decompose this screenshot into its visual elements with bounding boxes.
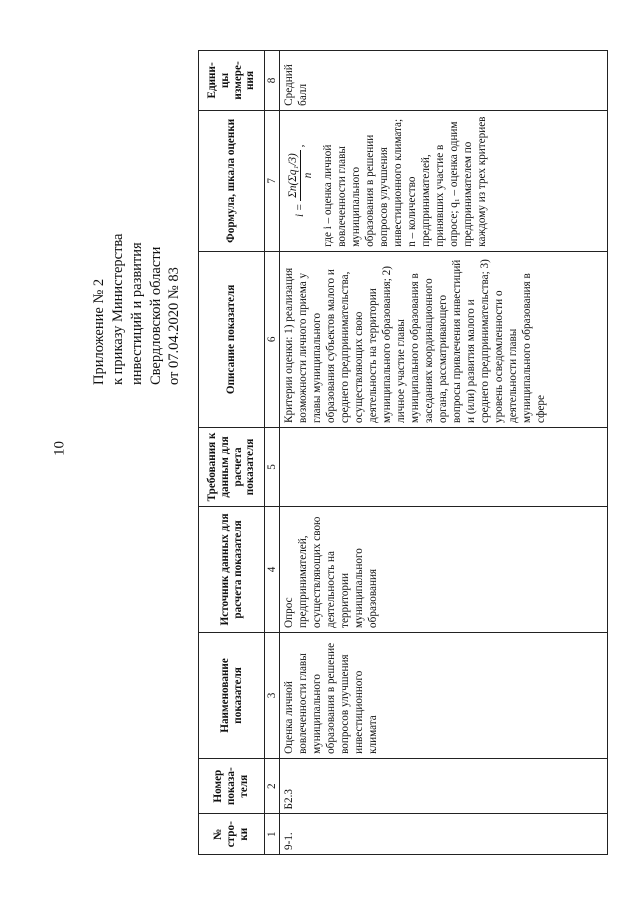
- cell-line-no: 9-1.: [280, 814, 608, 855]
- column-number: 8: [265, 51, 280, 111]
- approval-line: Свердловской области: [147, 246, 164, 385]
- column-number: 1: [265, 814, 280, 855]
- header-data-requirements: Требования к данным для расчета показателя: [199, 427, 265, 506]
- indicator-table-wrapper: [198, 50, 608, 855]
- cell-indicator-no: Б2.3: [280, 758, 608, 814]
- formula-explanation: где i – оценка личной вовлеченности главы муниципального образования в решении вопросов улучшения инвестиционного климата; n – количество предпринимателей, принявших участие в опросе; q₁ – оценка одним предпринимателем по каждому из трех критериев: [322, 116, 488, 247]
- formula-numerator: Σn(Σq₁/3): [286, 150, 301, 201]
- cell-formula: [280, 110, 608, 251]
- cell-data-requirements: [280, 427, 608, 506]
- approval-line: к приказу Министерства: [109, 233, 126, 385]
- page-number: 10: [51, 441, 68, 456]
- formula-denominator: n: [302, 172, 314, 179]
- column-number: 7: [265, 110, 280, 251]
- header-formula: Формула, шкала оценки: [199, 110, 265, 251]
- cell-units: Средний балл: [280, 51, 608, 111]
- column-number: 5: [265, 427, 280, 506]
- column-number: 4: [265, 506, 280, 632]
- header-line-no: № стро-ки: [199, 814, 265, 855]
- header-data-source: Источник данных для расчета показателя: [199, 506, 265, 632]
- column-number: 6: [265, 251, 280, 427]
- formula: [286, 115, 315, 247]
- formula-tail: ,: [294, 144, 307, 148]
- column-number: 2: [265, 758, 280, 814]
- cell-description: Критерии оценки: 1) реализация возможности личного приема у главы муниципального образования субъектов малого и среднего предпринимательства, осуществляющих свою деятельность на территории муниципального образования; 2) личное участие главы муниципального образования в заседаниях координационного органа, рассматривающего вопросы привлечения инвестиций и (или) развития малого и среднего предпринимательства; 3) уровень осведомленности о деятельности главы муниципального образования в сфере: [280, 251, 608, 427]
- approval-header: [90, 85, 183, 385]
- header-description: Описание показателя: [199, 251, 265, 427]
- column-number: 3: [265, 632, 280, 758]
- indicator-table: [198, 50, 608, 855]
- approval-line: от 07.04.2020 № 83: [166, 267, 183, 385]
- approval-line: Приложение № 2: [91, 278, 107, 385]
- header-indicator-no: Номер показа-теля: [199, 758, 265, 814]
- header-units: Едини-цы измере-ния: [199, 51, 265, 111]
- formula-lhs: i =: [294, 203, 307, 218]
- table-row: [280, 51, 608, 855]
- approval-line: инвестиций и развития: [128, 242, 145, 385]
- header-indicator-name: Наименование показателя: [199, 632, 265, 758]
- cell-data-source: Опрос предпринимателей, осуществляющих свою деятельность на территории муниципального образования: [280, 506, 608, 632]
- cell-indicator-name: Оценка личной вовлеченности главы муниципального образования в решение вопросов улучшения инвестиционного климата: [280, 632, 608, 758]
- formula-fraction: [286, 150, 315, 201]
